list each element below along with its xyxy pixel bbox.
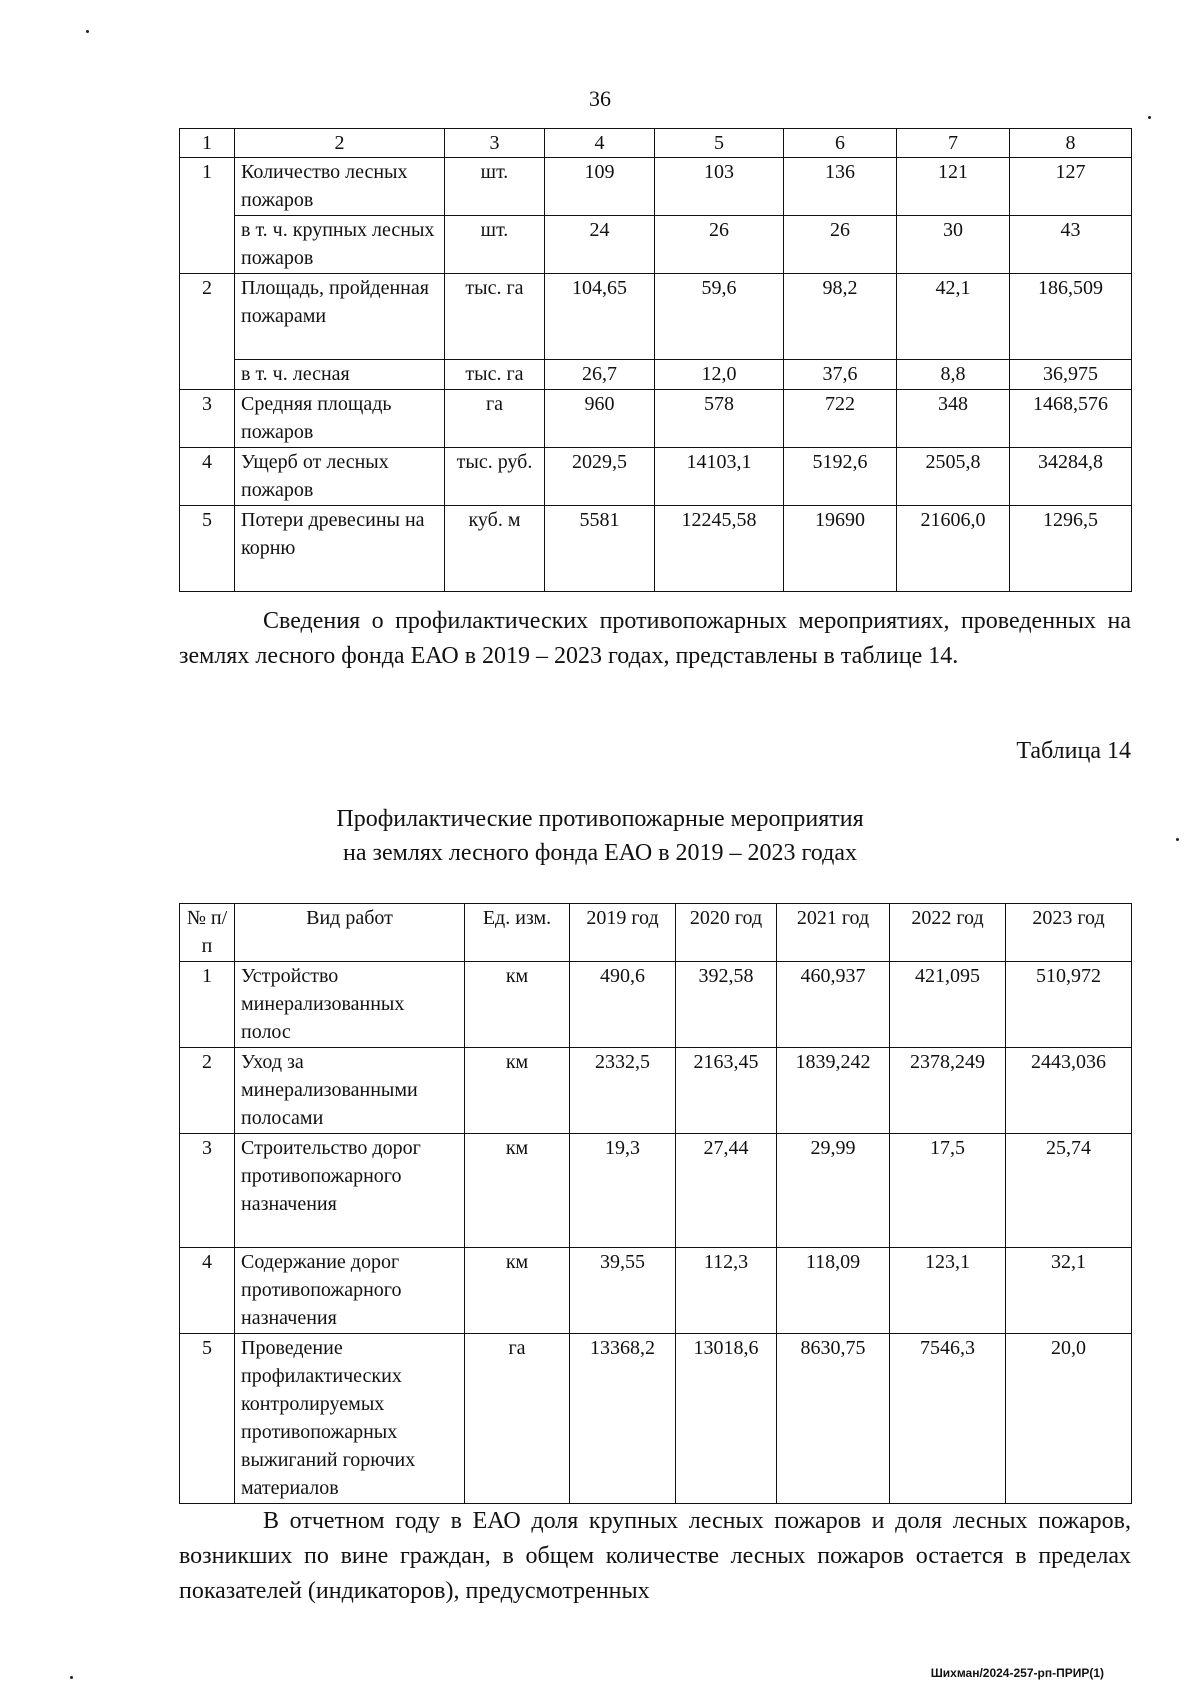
cell-value: 722 <box>784 390 897 448</box>
cell-value: 960 <box>545 390 655 448</box>
cell-value: 2505,8 <box>897 448 1010 506</box>
cell-value: 112,3 <box>676 1248 777 1334</box>
row-unit: куб. м <box>445 506 545 592</box>
cell-value: 8630,75 <box>777 1334 890 1504</box>
cell-value: 19690 <box>784 506 897 592</box>
column-header: 2019 год <box>570 904 676 962</box>
cell-value: 21606,0 <box>897 506 1010 592</box>
row-name: Уход за минерализованными полосами <box>235 1048 465 1134</box>
cell-value: 14103,1 <box>655 448 784 506</box>
scan-speck <box>86 30 89 33</box>
table-row <box>180 1048 1132 1134</box>
column-header: 2022 год <box>890 904 1006 962</box>
cell-value: 127 <box>1010 158 1132 216</box>
column-header: 2021 год <box>777 904 890 962</box>
cell-value: 348 <box>897 390 1010 448</box>
row-name: в т. ч. лесная <box>235 360 445 390</box>
cell-value: 98,2 <box>784 274 897 360</box>
cell-value: 12245,58 <box>655 506 784 592</box>
row-name: Количество лесных пожаров <box>235 158 445 216</box>
cell-value: 118,09 <box>777 1248 890 1334</box>
paragraph-intro <box>179 604 1131 674</box>
cell-value: 5581 <box>545 506 655 592</box>
cell-value: 392,58 <box>676 962 777 1048</box>
row-unit: тыс. руб. <box>445 448 545 506</box>
cell-value: 104,65 <box>545 274 655 360</box>
cell-value: 186,509 <box>1010 274 1132 360</box>
table-row <box>180 962 1132 1048</box>
row-number: 2 <box>180 274 235 360</box>
row-unit: км <box>465 1248 570 1334</box>
cell-value: 37,6 <box>784 360 897 390</box>
column-header: 8 <box>1010 129 1132 158</box>
table-row <box>180 216 1132 274</box>
row-unit: км <box>465 962 570 1048</box>
cell-value: 26,7 <box>545 360 655 390</box>
cell-value: 7546,3 <box>890 1334 1006 1504</box>
row-name: Содержание дорог противопожарного назначения <box>235 1248 465 1334</box>
cell-value: 2378,249 <box>890 1048 1006 1134</box>
row-number <box>180 216 235 274</box>
row-unit: шт. <box>445 216 545 274</box>
cell-value: 2163,45 <box>676 1048 777 1134</box>
cell-value: 20,0 <box>1006 1334 1132 1504</box>
table-title-line: на землях лесного фонда ЕАО в 2019 – 2023 годах <box>343 840 857 866</box>
table-row <box>180 390 1132 448</box>
row-number: 2 <box>180 1048 235 1134</box>
row-number <box>180 360 235 390</box>
row-unit: га <box>465 1334 570 1504</box>
table-row <box>180 448 1132 506</box>
cell-value: 8,8 <box>897 360 1010 390</box>
cell-value: 36,975 <box>1010 360 1132 390</box>
scan-speck <box>70 1676 73 1679</box>
cell-value: 26 <box>784 216 897 274</box>
paragraph-text: В отчетном году в ЕАО доля крупных лесных пожаров и доля лесных пожаров, возникших по вине граждан, в общем количестве лесных пожаров остается в пределах показателей (индикаторов), предусмотренных <box>179 1508 1131 1604</box>
row-name: Устройство минерализованных полос <box>235 962 465 1048</box>
column-header: 4 <box>545 129 655 158</box>
table-row <box>180 506 1132 592</box>
column-header: 5 <box>655 129 784 158</box>
table-row <box>180 1334 1132 1504</box>
row-unit: тыс. га <box>445 274 545 360</box>
row-number: 3 <box>180 390 235 448</box>
column-header: 2023 год <box>1006 904 1132 962</box>
fire-prevention-table <box>179 903 1132 1504</box>
row-number: 1 <box>180 962 235 1048</box>
row-unit: км <box>465 1048 570 1134</box>
cell-value: 510,972 <box>1006 962 1132 1048</box>
document-footer: Шихман/2024-257-рп-ПРИР(1) <box>930 1666 1104 1680</box>
table-header-row <box>180 904 1132 962</box>
table-title-line: Профилактические противопожарные мероприятия <box>336 806 864 832</box>
column-header: 1 <box>180 129 235 158</box>
page-number: 36 <box>589 86 611 111</box>
table-header-row <box>180 129 1132 158</box>
cell-value: 32,1 <box>1006 1248 1132 1334</box>
cell-value: 1296,5 <box>1010 506 1132 592</box>
cell-value: 490,6 <box>570 962 676 1048</box>
row-name: Строительство дорог противопожарного назначения <box>235 1134 465 1248</box>
cell-value: 5192,6 <box>784 448 897 506</box>
column-header: 2020 год <box>676 904 777 962</box>
cell-value: 13368,2 <box>570 1334 676 1504</box>
cell-value: 1468,576 <box>1010 390 1132 448</box>
cell-value: 13018,6 <box>676 1334 777 1504</box>
cell-value: 59,6 <box>655 274 784 360</box>
cell-value: 24 <box>545 216 655 274</box>
cell-value: 26 <box>655 216 784 274</box>
table-row <box>180 274 1132 360</box>
cell-value: 42,1 <box>897 274 1010 360</box>
cell-value: 2029,5 <box>545 448 655 506</box>
cell-value: 136 <box>784 158 897 216</box>
cell-value: 1839,242 <box>777 1048 890 1134</box>
cell-value: 421,095 <box>890 962 1006 1048</box>
column-header: № п/п <box>180 904 235 962</box>
row-number: 5 <box>180 1334 235 1504</box>
column-header: 6 <box>784 129 897 158</box>
paragraph-text: Сведения о профилактических противопожарных мероприятиях, проведенных на землях лесного фонда ЕАО в 2019 – 2023 годах, представлены в таблице 14. <box>179 608 1131 669</box>
column-header: Вид работ <box>235 904 465 962</box>
row-name: Площадь, пройденная пожарами <box>235 274 445 360</box>
cell-value: 103 <box>655 158 784 216</box>
paragraph-conclusion <box>179 1504 1131 1609</box>
cell-value: 19,3 <box>570 1134 676 1248</box>
row-unit: км <box>465 1134 570 1248</box>
cell-value: 2332,5 <box>570 1048 676 1134</box>
cell-value: 34284,8 <box>1010 448 1132 506</box>
table-row <box>180 360 1132 390</box>
row-number: 3 <box>180 1134 235 1248</box>
cell-value: 39,55 <box>570 1248 676 1334</box>
row-unit: шт. <box>445 158 545 216</box>
column-header: 2 <box>235 129 445 158</box>
column-header: 7 <box>897 129 1010 158</box>
cell-value: 27,44 <box>676 1134 777 1248</box>
column-header: 3 <box>445 129 545 158</box>
cell-value: 460,937 <box>777 962 890 1048</box>
scan-speck <box>1176 838 1179 841</box>
row-name: Средняя площадь пожаров <box>235 390 445 448</box>
column-header: Ед. изм. <box>465 904 570 962</box>
row-number: 4 <box>180 1248 235 1334</box>
row-name: Потери древесины на корню <box>235 506 445 592</box>
row-unit: тыс. га <box>445 360 545 390</box>
row-name: Проведение профилактических контролируемых противопожарных выжиганий горючих материалов <box>235 1334 465 1504</box>
row-number: 1 <box>180 158 235 216</box>
row-unit: га <box>445 390 545 448</box>
cell-value: 30 <box>897 216 1010 274</box>
cell-value: 121 <box>897 158 1010 216</box>
row-number: 4 <box>180 448 235 506</box>
cell-value: 109 <box>545 158 655 216</box>
table-title <box>0 802 1200 870</box>
cell-value: 25,74 <box>1006 1134 1132 1248</box>
table-label: Таблица 14 <box>1016 738 1131 764</box>
cell-value: 578 <box>655 390 784 448</box>
scan-speck <box>1148 116 1151 119</box>
cell-value: 12,0 <box>655 360 784 390</box>
row-number: 5 <box>180 506 235 592</box>
fire-statistics-table <box>179 128 1132 592</box>
table-row <box>180 1134 1132 1248</box>
cell-value: 17,5 <box>890 1134 1006 1248</box>
cell-value: 29,99 <box>777 1134 890 1248</box>
cell-value: 123,1 <box>890 1248 1006 1334</box>
cell-value: 43 <box>1010 216 1132 274</box>
row-name: в т. ч. крупных лесных пожаров <box>235 216 445 274</box>
table-row <box>180 1248 1132 1334</box>
table-row <box>180 158 1132 216</box>
row-name: Ущерб от лесных пожаров <box>235 448 445 506</box>
cell-value: 2443,036 <box>1006 1048 1132 1134</box>
